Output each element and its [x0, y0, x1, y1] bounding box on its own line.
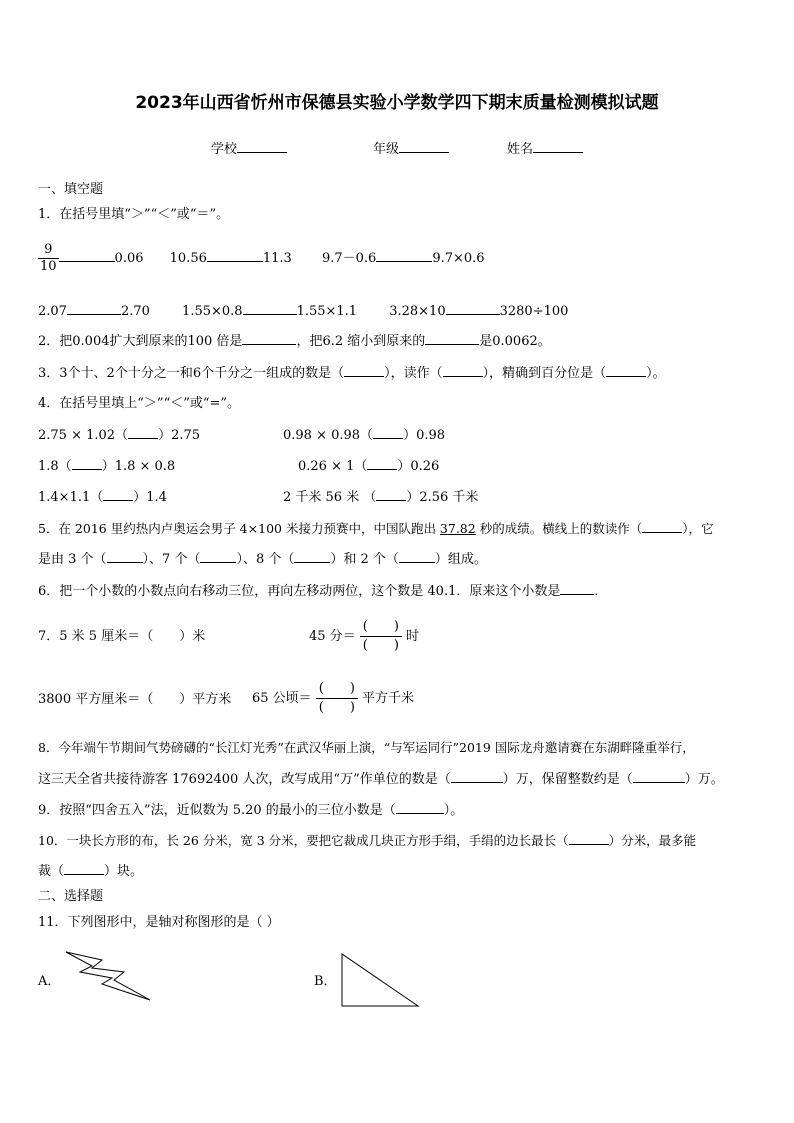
q10-line2: 裁（ ）块。 — [38, 864, 144, 879]
school-field[interactable] — [211, 140, 287, 159]
fraction-9-10: $\frac{9}{10}$ — [40, 242, 57, 274]
q4-row2-right: 0.26 × 1（ ）0.26 — [298, 459, 440, 474]
q5-blank[interactable] — [294, 550, 330, 563]
q8-blank[interactable] — [633, 770, 685, 783]
q5-number: 37.82 — [439, 521, 476, 536]
q1-blank[interactable] — [376, 249, 432, 262]
name-label: 姓名 — [507, 142, 534, 157]
q5-line2: 是由 3 个（ ）、7 个（ ）、8 个（ ）和 2 个（ ）组成。 — [38, 552, 487, 567]
q5-blank[interactable] — [642, 520, 682, 533]
q10-blank[interactable] — [64, 862, 104, 875]
q7-g: 65 公顷＝ $\frac{( )}{( )}$ 平方千米 — [252, 681, 414, 715]
q11-option-a[interactable]: A． — [38, 974, 61, 989]
q10-line1: 10．一块长方形的布，长 26 分米，宽 3 分米，要把它裁成几块正方形手绢，手绢的边长最长（ ）分米，最多能 — [38, 833, 697, 848]
q3-blank[interactable] — [606, 364, 646, 377]
q4-row3-right: 2 千米 56 米 （ ）2.56 千米 — [283, 490, 479, 505]
q8-line1: 8．今年端午节期间气势磅礴的“长江灯光秀”在武汉华丽上演，“与军运同行”2019 国际龙舟邀请赛在东湖畔隆重举行， — [38, 740, 695, 755]
q1-text: 1．在括号里填“＞”“＜”或“＝”。 — [38, 207, 230, 222]
q8-blank[interactable] — [451, 770, 503, 783]
q1-row2: 2.07 2.70 1.55×0.8 1.55×1.1 3.28×10 3280÷100 — [38, 304, 569, 319]
q11-text: 11．下列图形中，是轴对称图形的是（ ） — [38, 915, 280, 930]
q4-blank[interactable] — [103, 488, 133, 501]
q4-row3-left: 1.4×1.1（ ）1.4 — [38, 490, 167, 505]
q2: 2．把0.004扩大到原来的100 倍是 ，把6.2 缩小到原来的 是0.0062。 — [38, 334, 551, 349]
q8-line2: 这三天全省共接待游客 17692400 人次，改写成用“万”作单位的数是（ ）万，保留整数约是（ ）万。 — [38, 772, 724, 787]
school-label: 学校 — [211, 142, 238, 157]
q4-text: 4．在括号里填上“＞”“＜”或“=”。 — [38, 396, 241, 411]
q1-blank[interactable] — [243, 302, 297, 315]
q2-blank[interactable] — [425, 332, 479, 345]
q4-row1-right: 0.98 × 0.98（ ）0.98 — [283, 428, 446, 443]
q4-blank[interactable] — [72, 457, 102, 470]
q5-line1: 5．在 2016 里约热内卢奥运会男子 4×100 米接力预赛中，中国队跑出 37.82 秒的成绩。横线上的数读作（ ），它 — [38, 521, 714, 536]
name-blank[interactable] — [533, 140, 583, 153]
school-blank[interactable] — [237, 140, 287, 153]
q1-blank[interactable] — [446, 302, 500, 315]
q11-option-b[interactable]: B． — [314, 974, 337, 989]
q5-blank[interactable] — [200, 550, 236, 563]
q3-blank[interactable] — [443, 364, 483, 377]
q1-row1: $\frac{9}{10}$ 0.06 10.56 11.3 9.7－0.6 9.7×0.6 — [40, 242, 485, 274]
q7-c: 45 分＝ $\frac{( )}{( )}$ 时 — [309, 619, 419, 653]
page-title: 2023年山西省忻州市保德县实验小学数学四下期末质量检测模拟试题 — [135, 93, 659, 113]
q1-blank[interactable] — [207, 249, 263, 262]
q7-e: 3800 平方厘米＝（ ）平方米 — [38, 692, 232, 707]
q3: 3．3个十、2个十分之一和6个千分之一组成的数是（ ），读作（ ），精确到百分位是（ ）。 — [38, 366, 666, 381]
name-field[interactable] — [507, 140, 583, 159]
section-fill-heading: 一、填空题 — [38, 182, 104, 197]
q5-blank[interactable] — [399, 550, 435, 563]
section-choice-heading: 二、选择题 — [38, 889, 104, 904]
grade-blank[interactable] — [399, 140, 449, 153]
q6: 6．把一个小数的小数点向右移动三位，再向左移动两位，这个数是 40.1．原来这个小数是 ． — [38, 584, 608, 599]
q3-blank[interactable] — [344, 364, 384, 377]
q4-row2-left: 1.8（ ）1.8 × 0.8 — [38, 459, 176, 474]
right-triangle-shape — [338, 950, 422, 1010]
lightning-shape — [62, 948, 156, 1004]
q9-blank[interactable] — [396, 801, 444, 814]
q4-blank[interactable] — [128, 426, 158, 439]
q4-blank[interactable] — [367, 457, 397, 470]
grade-label: 年级 — [373, 142, 400, 157]
q6-blank[interactable] — [560, 582, 594, 595]
q9: 9．按照“四舍五入”法，近似数为 5.20 的最小的三位小数是（ ）。 — [38, 803, 464, 818]
q4-blank[interactable] — [373, 426, 403, 439]
q7-fraction[interactable]: $\frac{( )}{( )}$ — [360, 618, 402, 655]
q1-blank[interactable] — [59, 249, 115, 262]
q10-blank[interactable] — [569, 832, 609, 845]
q4-blank[interactable] — [376, 488, 406, 501]
q2-blank[interactable] — [242, 332, 296, 345]
q1-blank[interactable] — [67, 302, 121, 315]
q7-a: 7．5 米 5 厘米＝（ ）米 — [38, 629, 206, 644]
q5-blank[interactable] — [107, 550, 143, 563]
q7-fraction[interactable]: $\frac{( )}{( )}$ — [316, 680, 358, 717]
grade-field[interactable] — [373, 140, 449, 159]
q4-row1-left: 2.75 × 1.02（ ）2.75 — [38, 428, 201, 443]
